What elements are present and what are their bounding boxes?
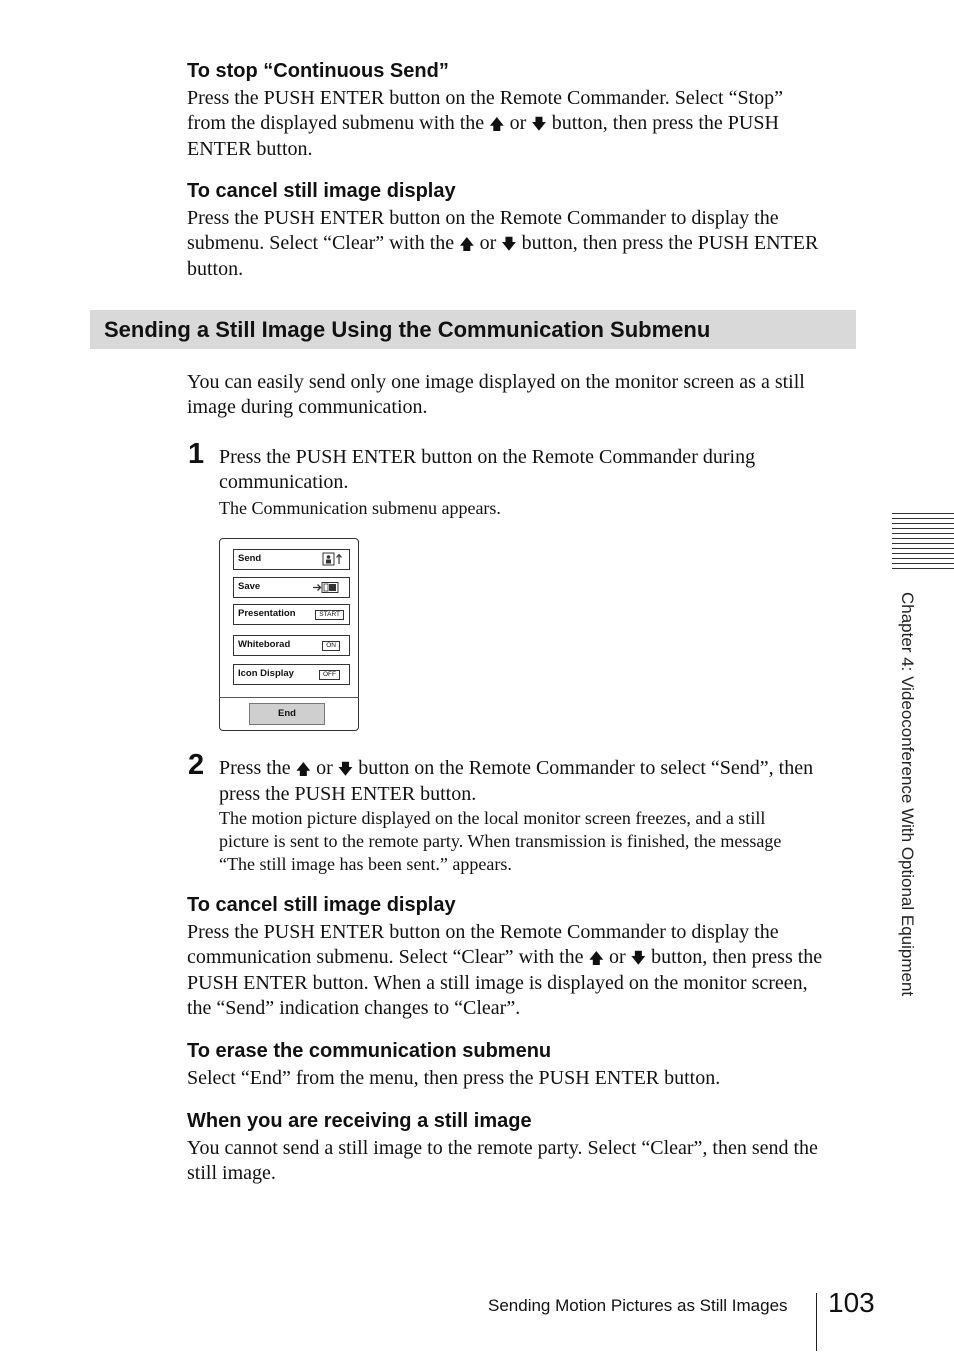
text-line: press the PUSH ENTER button. xyxy=(219,783,477,805)
heading-cancel-still-image-2: To cancel still image display xyxy=(187,894,456,916)
whiteboard-status: ON xyxy=(322,641,340,651)
receiving-paragraph xyxy=(187,1136,818,1186)
stop-continuous-paragraph xyxy=(187,86,783,162)
step-1-text xyxy=(219,445,755,495)
step-1-note: The Communication submenu appears. xyxy=(219,498,501,518)
heading-erase-submenu: To erase the communication submenu xyxy=(187,1040,552,1062)
text-line: Press the PUSH ENTER button on the Remote Commander. Select “Stop” xyxy=(187,87,784,109)
text-line: ENTER button. xyxy=(187,138,313,160)
page-number: 103 xyxy=(828,1287,875,1318)
heading-stop-continuous-send: To stop “Continuous Send” xyxy=(187,60,449,82)
step-2-number: 2 xyxy=(188,749,205,781)
up-arrow-icon: 🡅 xyxy=(588,949,604,967)
heading-receiving-still-image: When you are receiving a still image xyxy=(187,1110,532,1132)
text-line: image during communication. xyxy=(187,396,428,418)
text-line: picture is sent to the remote party. When transmission is finished, the message xyxy=(219,831,782,851)
section-title: Sending a Still Image Using the Communication Submenu xyxy=(104,317,711,342)
menu-item-icon-display[interactable]: Icon Display OFF xyxy=(233,664,350,685)
send-icon xyxy=(322,552,344,566)
text-line: PUSH ENTER button. When a still image is displayed on the monitor screen, xyxy=(187,972,808,994)
chapter-tab-label: Chapter 4: Videoconference With Optional Equipment xyxy=(898,592,917,997)
end-button[interactable]: End xyxy=(249,703,325,725)
step-2-note xyxy=(219,807,781,876)
down-arrow-icon: 🡇 xyxy=(630,949,647,967)
erase-submenu-paragraph: Select “End” from the menu, then press the PUSH ENTER button. xyxy=(187,1067,721,1089)
step-2-text xyxy=(219,756,813,807)
down-arrow-icon: 🡇 xyxy=(337,760,354,778)
chapter-tab-lines xyxy=(892,513,954,573)
text-line: Press the 🡅 or 🡇 button on the Remote Commander to select “Send”, then xyxy=(219,757,814,779)
footer-divider xyxy=(816,1293,817,1351)
cancel-display-paragraph-1 xyxy=(187,206,818,282)
text-line: The motion picture displayed on the local monitor screen freezes, and a still xyxy=(219,808,766,828)
menu-item-save[interactable]: Save xyxy=(233,577,350,598)
text-line: communication. xyxy=(219,471,349,493)
menu-item-presentation[interactable]: Presentation START xyxy=(233,604,350,625)
section-intro xyxy=(187,370,805,420)
text-line: “The still image has been sent.” appears. xyxy=(219,854,512,874)
text-line: submenu. Select “Clear” with the 🡅 or 🡇 button, then press the PUSH ENTER xyxy=(187,232,819,254)
heading-cancel-still-image-1: To cancel still image display xyxy=(187,180,456,202)
menu-item-send[interactable]: Send xyxy=(233,549,350,570)
submenu-divider xyxy=(219,697,359,698)
text-line: Press the PUSH ENTER button on the Remote Commander during xyxy=(219,446,756,468)
step-1-number: 1 xyxy=(188,438,205,470)
text-line: Press the PUSH ENTER button on the Remote Commander to display the xyxy=(187,921,779,943)
text-line: from the displayed submenu with the 🡅 or 🡇 button, then press the PUSH xyxy=(187,112,779,134)
icon-display-status: OFF xyxy=(319,670,340,680)
down-arrow-icon: 🡇 xyxy=(531,115,547,133)
save-icon xyxy=(312,581,340,594)
menu-item-whiteboard[interactable]: Whiteborad ON xyxy=(233,635,350,656)
up-arrow-icon: 🡅 xyxy=(459,235,475,253)
footer-section-name: Sending Motion Pictures as Still Images xyxy=(488,1296,788,1315)
text-line: still image. xyxy=(187,1162,276,1184)
text-line: communication submenu. Select “Clear” with the 🡅 or 🡇 button, then press the xyxy=(187,946,823,968)
up-arrow-icon: 🡅 xyxy=(489,115,505,133)
text-line: You can easily send only one image displayed on the monitor screen as a still xyxy=(187,371,805,393)
cancel-display-paragraph-2 xyxy=(187,920,822,1021)
text-line: button. xyxy=(187,258,244,280)
presentation-status: START xyxy=(315,610,344,620)
text-line: You cannot send a still image to the remote party. Select “Clear”, then send the xyxy=(187,1137,818,1159)
down-arrow-icon: 🡇 xyxy=(501,235,517,253)
text-line: the “Send” indication changes to “Clear”. xyxy=(187,997,521,1019)
text-line: Press the PUSH ENTER button on the Remote Commander to display the xyxy=(187,207,779,229)
up-arrow-icon: 🡅 xyxy=(295,760,312,778)
